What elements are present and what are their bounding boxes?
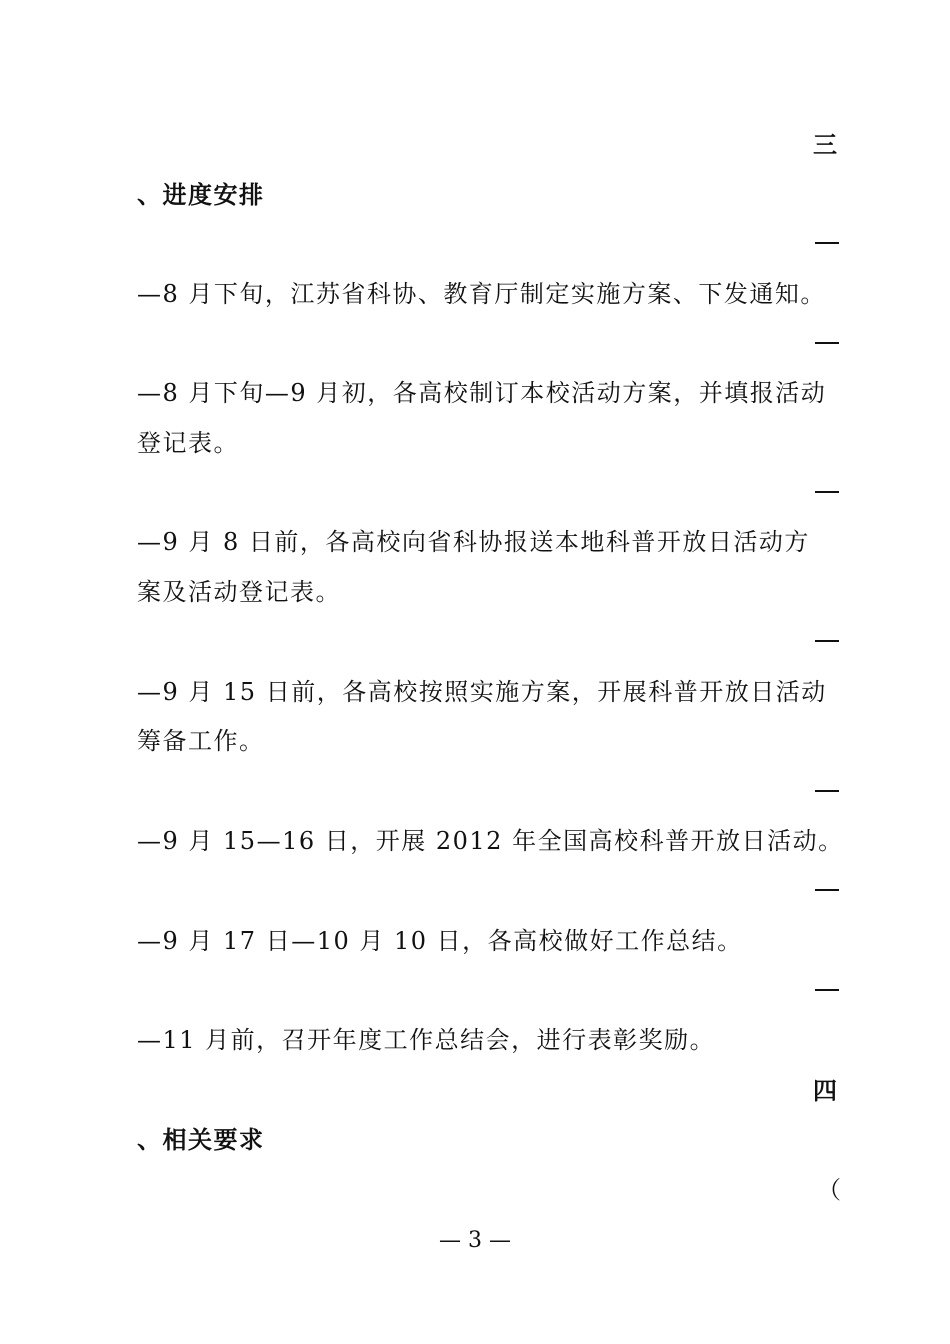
- dash-marker: [815, 640, 839, 642]
- schedule-item-2-line-1: —8 月下旬—9 月初，各高校制订本校活动方案，并填报活动: [137, 379, 827, 407]
- section-3-title: 、进度安排: [137, 181, 265, 209]
- dash-marker: [815, 342, 839, 344]
- dash-marker: [815, 491, 839, 493]
- section-3-number: 三: [813, 131, 837, 159]
- schedule-item-5: —9 月 15—16 日，开展 2012 年全国高校科普开放日活动。: [137, 827, 844, 855]
- schedule-item-7: —11 月前，召开年度工作总结会，进行表彰奖励。: [137, 1026, 716, 1054]
- dash-marker: [815, 889, 839, 891]
- section-4-title: 、相关要求: [137, 1126, 265, 1154]
- dash-marker: [815, 242, 839, 244]
- dash-marker: [815, 790, 839, 792]
- schedule-item-6: —9 月 17 日—10 月 10 日，各高校做好工作总结。: [137, 927, 743, 955]
- trailing-paren: （: [817, 1176, 841, 1204]
- schedule-item-3-line-2: 案及活动登记表。: [137, 578, 341, 606]
- schedule-item-4-line-1: —9 月 15 日前，各高校按照实施方案，开展科普开放日活动: [137, 678, 827, 706]
- section-4-number: 四: [813, 1077, 837, 1105]
- schedule-item-3-line-1: —9 月 8 日前，各高校向省科协报送本地科普开放日活动方: [137, 528, 810, 556]
- schedule-item-2-line-2: 登记表。: [137, 429, 239, 457]
- schedule-item-1: —8 月下旬，江苏省科协、教育厅制定实施方案、下发通知。: [137, 280, 826, 308]
- schedule-item-4-line-2: 筹备工作。: [137, 727, 265, 755]
- page-number: — 3 —: [439, 1228, 511, 1253]
- dash-marker: [815, 989, 839, 991]
